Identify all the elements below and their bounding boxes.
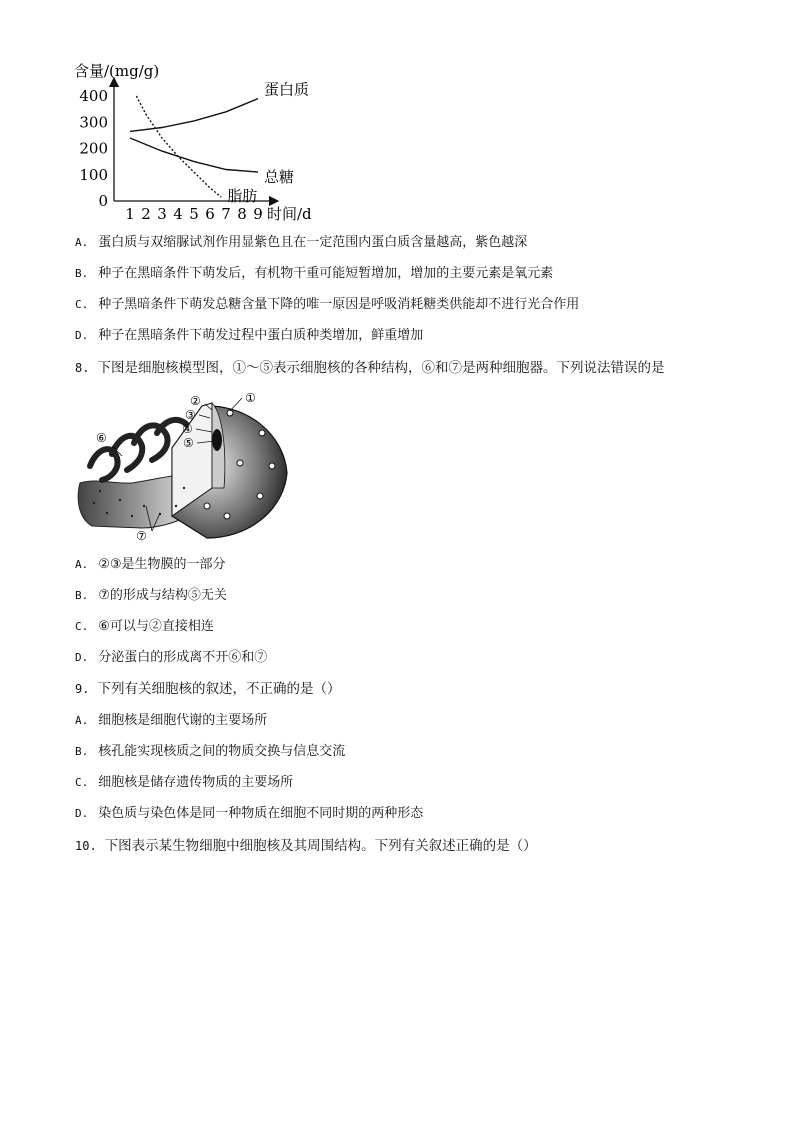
x-tick-label: 7 — [221, 205, 231, 223]
y-tick-label: 0 — [98, 192, 108, 210]
option-label: A. — [75, 558, 89, 571]
option-label: A. — [75, 714, 89, 727]
option-text: ②③是生物膜的一部分 — [98, 557, 226, 572]
x-tick-label: 9 — [253, 205, 263, 223]
nuclear-pore — [257, 493, 263, 499]
label-3: ③ — [185, 408, 196, 422]
y-tick-label: 300 — [79, 113, 108, 132]
q7-option-d[interactable] — [75, 327, 423, 345]
q9-option-c[interactable] — [75, 774, 293, 792]
question-text: 下图是细胞核模型图，①～⑤表示细胞核的各种结构，⑥和⑦是两种细胞器。下列说法错误的是 — [97, 360, 665, 376]
q7-option-c[interactable] — [75, 296, 579, 314]
y-tick-label: 400 — [79, 87, 108, 105]
series-label-2: 总糖 — [264, 168, 295, 187]
option-text: 细胞核是细胞代谢的主要场所 — [98, 713, 268, 728]
label-6: ⑥ — [96, 431, 107, 445]
option-text: 染色质与染色体是同一种物质在细胞不同时期的两种形态 — [98, 806, 424, 821]
q8-stem — [75, 359, 664, 377]
option-text: 细胞核是储存遗传物质的主要场所 — [98, 775, 294, 790]
label-4: ④ — [182, 422, 193, 436]
nucleus-model-figure — [72, 388, 302, 543]
option-label: B. — [75, 267, 89, 280]
nuclear-pore — [224, 513, 230, 519]
option-label: A. — [75, 236, 89, 249]
x-tick-label: 8 — [237, 205, 247, 223]
option-label: C. — [75, 776, 89, 789]
q9-option-b[interactable] — [75, 743, 345, 761]
label-2: ② — [190, 394, 201, 408]
option-label: C. — [75, 298, 89, 311]
question-number: 9. — [75, 682, 90, 696]
option-label: B. — [75, 745, 89, 758]
x-tick-label: 4 — [173, 205, 183, 223]
q8-option-d[interactable] — [75, 649, 267, 667]
question-number: 8. — [75, 361, 90, 375]
label-7: ⑦ — [136, 529, 147, 543]
series-line-2 — [130, 138, 258, 172]
question-text: 下列有关细胞核的叙述，不正确的是（） — [97, 681, 341, 697]
q9-stem — [75, 680, 340, 698]
option-text: 种子在黑暗条件下萌发过程中蛋白质种类增加，鲜重增加 — [98, 328, 424, 343]
option-label: D. — [75, 651, 89, 664]
y-axis-label: 含量/(mg/g) — [74, 62, 160, 80]
question-text: 下图表示某生物细胞中细胞核及其周围结构。下列有关叙述正确的是（） — [104, 838, 537, 854]
series-label-3: 脂肪 — [227, 187, 258, 206]
nuclear-pore — [237, 460, 243, 466]
option-label: D. — [75, 329, 89, 342]
option-label: C. — [75, 620, 89, 633]
q8-option-c[interactable] — [75, 618, 214, 636]
nuclear-pore — [269, 463, 275, 469]
option-text: 种子在黑暗条件下萌发后，有机物干重可能短暂增加，增加的主要元素是氧元素 — [98, 266, 554, 281]
option-text: 蛋白质与双缩脲试剂作用显紫色且在一定范围内蛋白质含量越高，紫色越深 — [98, 235, 528, 250]
option-text: 种子黑暗条件下萌发总糖含量下降的唯一原因是呼吸消耗糖类供能却不进行光合作用 — [98, 297, 580, 312]
label-1: ① — [245, 391, 256, 405]
q9-option-a[interactable] — [75, 712, 267, 730]
x-tick-label: 2 — [141, 205, 151, 223]
option-text: 分泌蛋白的形成离不开⑥和⑦ — [98, 650, 268, 665]
q10-stem — [75, 837, 537, 855]
label-5: ⑤ — [183, 436, 194, 450]
x-tick-label: 3 — [157, 205, 167, 223]
x-axis-label: 时间/d — [267, 205, 312, 223]
series-label-1: 蛋白质 — [264, 80, 310, 99]
nuclear-pore — [259, 430, 265, 436]
option-text: ⑥可以与②直接相连 — [98, 619, 214, 634]
q7-option-b[interactable] — [75, 265, 553, 283]
q8-option-a[interactable] — [75, 556, 226, 574]
q7-option-a[interactable] — [75, 234, 527, 252]
option-text: ⑦的形成与结构⑤无关 — [98, 588, 227, 603]
option-text: 核孔能实现核质之间的物质交换与信息交流 — [98, 744, 346, 759]
x-tick-label: 5 — [189, 205, 199, 223]
x-tick-label: 1 — [125, 205, 135, 223]
option-label: D. — [75, 807, 89, 820]
q8-option-b[interactable] — [75, 587, 227, 605]
q9-option-d[interactable] — [75, 805, 423, 823]
content-chart — [66, 58, 336, 230]
nucleolus — [212, 429, 222, 451]
question-number: 10. — [75, 839, 97, 853]
y-tick-label: 200 — [79, 139, 108, 158]
x-tick-label: 6 — [205, 205, 215, 223]
nuclear-pore — [204, 503, 210, 509]
series-line-1 — [130, 99, 258, 132]
option-label: B. — [75, 589, 89, 602]
y-tick-label: 100 — [79, 165, 108, 184]
